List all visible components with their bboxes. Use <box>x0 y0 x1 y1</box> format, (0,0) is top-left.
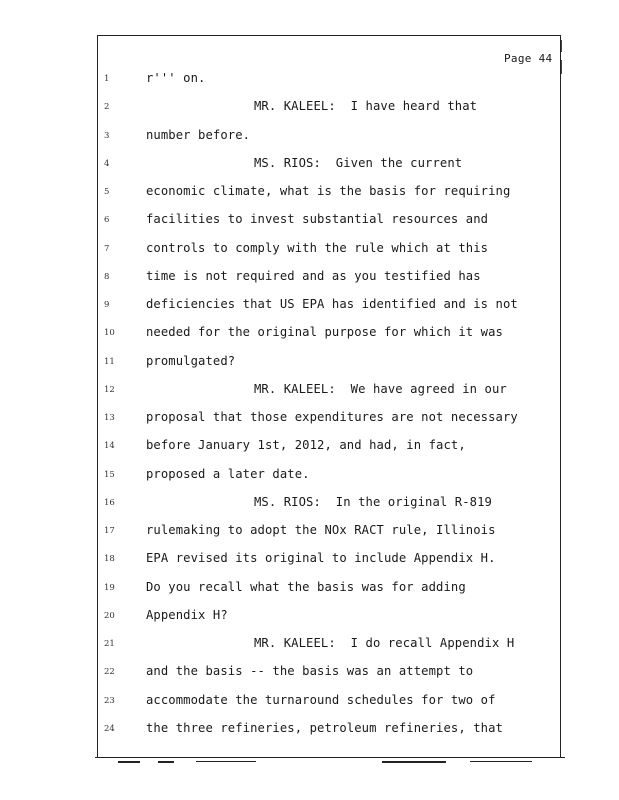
transcript-line <box>0 522 619 542</box>
line-text: Appendix H? <box>146 607 228 622</box>
transcript-line <box>0 494 619 514</box>
line-number: 18 <box>104 554 115 565</box>
line-text: MR. KALEEL: I have heard that <box>254 99 478 114</box>
margin-scan-mark <box>561 40 562 52</box>
line-number: 1 <box>104 74 110 84</box>
line-text: promulgated? <box>146 353 236 368</box>
line-text: MS. RIOS: In the original R-819 <box>254 494 492 509</box>
transcript-line <box>0 692 619 712</box>
transcript-line <box>0 663 619 683</box>
transcript-line <box>0 353 619 373</box>
line-text: rulemaking to adopt the NOx RACT rule, Illinois <box>146 523 496 537</box>
line-text: controls to comply with the rule which at this <box>146 240 489 255</box>
line-number: 20 <box>104 610 115 621</box>
transcript-line <box>0 381 619 401</box>
transcript-line <box>0 70 619 90</box>
line-text: Do you recall what the basis was for adding <box>146 579 466 594</box>
bottom-scan-mark <box>470 761 532 762</box>
line-text: and the basis -- the basis was an attempt to <box>146 664 474 679</box>
line-number: 2 <box>104 102 110 113</box>
transcript-line <box>0 466 619 486</box>
line-number: 12 <box>104 384 115 395</box>
transcript-line <box>0 635 619 655</box>
line-text: deficiencies that US EPA has identified and is not <box>146 297 518 311</box>
transcript-line <box>0 409 619 429</box>
line-number: 15 <box>104 469 115 480</box>
line-number: 13 <box>104 413 115 423</box>
page-number: Page 44 <box>504 52 553 65</box>
line-number: 22 <box>104 667 115 678</box>
line-number: 9 <box>104 300 110 310</box>
transcript-line <box>0 324 619 344</box>
line-text: number before. <box>146 127 251 142</box>
line-text: economic climate, what is the basis for requiring <box>146 184 511 198</box>
line-number: 6 <box>104 215 110 226</box>
bottom-scan-mark <box>118 761 140 763</box>
transcript-line <box>0 296 619 316</box>
page-bottom-rule <box>95 757 565 758</box>
bottom-scan-mark <box>382 761 446 763</box>
transcript-line <box>0 155 619 175</box>
transcript-line <box>0 579 619 599</box>
transcript-line <box>0 268 619 288</box>
line-text: the three refineries, petroleum refineries, that <box>146 720 503 735</box>
line-text: accommodate the turnaround schedules for two of <box>146 692 496 707</box>
transcript-line <box>0 211 619 231</box>
line-text: MR. KALEEL: We have agreed in our <box>254 381 507 396</box>
line-number: 8 <box>104 271 110 282</box>
line-text: before January 1st, 2012, and had, in fact, <box>146 438 466 453</box>
line-number: 21 <box>104 639 115 649</box>
transcript-line <box>0 437 619 457</box>
line-number: 4 <box>104 158 110 169</box>
line-text: facilities to invest substantial resources and <box>146 212 489 227</box>
transcript-line <box>0 240 619 260</box>
transcript-line <box>0 183 619 203</box>
line-text: time is not required and as you testified has <box>146 268 481 283</box>
line-text: MR. KALEEL: I do recall Appendix H <box>254 636 515 650</box>
line-number: 23 <box>104 695 115 706</box>
line-text: proposed a later date. <box>146 466 310 481</box>
line-number: 10 <box>104 328 115 339</box>
line-number: 16 <box>104 497 115 508</box>
line-number: 11 <box>104 356 115 367</box>
line-text: needed for the original purpose for which it was <box>146 325 503 340</box>
transcript-line <box>0 720 619 740</box>
bottom-scan-mark <box>158 761 174 763</box>
line-text: MS. RIOS: Given the current <box>254 155 463 170</box>
line-text: proposal that those expenditures are not necessary <box>146 410 518 424</box>
line-number: 17 <box>104 526 115 536</box>
line-number: 14 <box>104 441 115 452</box>
bottom-scan-mark <box>196 761 256 762</box>
transcript-line <box>0 550 619 570</box>
line-number: 3 <box>104 130 110 141</box>
line-number: 19 <box>104 582 115 593</box>
transcript-line <box>0 98 619 118</box>
transcript-line <box>0 127 619 147</box>
line-number: 5 <box>104 187 110 197</box>
line-number: 24 <box>104 723 115 734</box>
line-number: 7 <box>104 243 110 254</box>
transcript-line <box>0 607 619 627</box>
line-text: EPA revised its original to include Appendix H. <box>146 551 496 566</box>
line-text: r''' on. <box>146 71 206 85</box>
